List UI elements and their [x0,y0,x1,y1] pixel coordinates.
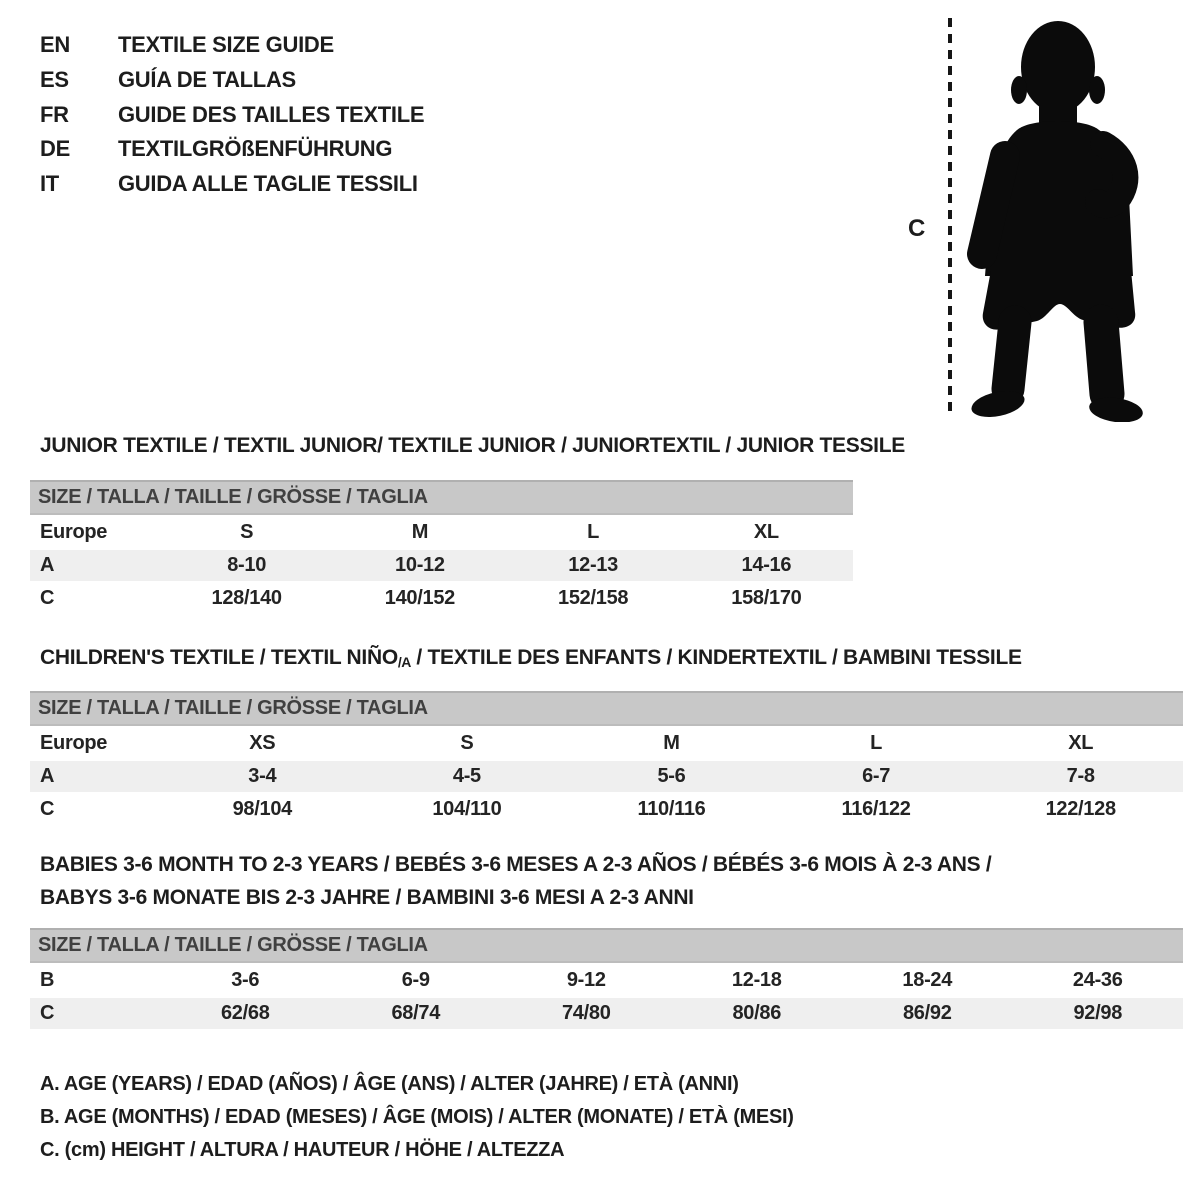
height-value: 86/92 [842,998,1013,1029]
language-title-list [40,28,424,202]
age-months-value: 9-12 [566,969,606,991]
children-size-table [30,691,1183,826]
age-value: 12-13 [507,550,680,581]
legend-line-c: C. (cm) HEIGHT / ALTURA / HAUTEUR / HÖHE / ALTEZZA [40,1139,565,1161]
age-value: 8-10 [160,550,333,581]
language-code: EN [40,32,70,57]
table-row [30,962,1183,998]
height-value: 116/122 [841,797,911,820]
age-value: 10-12 [333,550,506,581]
size-header: L [587,521,600,543]
babies-title-line2: BABYS 3-6 MONATE BIS 2-3 JAHRE / BAMBINI 3-6 MESI A 2-3 ANNI [40,886,694,909]
table-row [30,998,1183,1029]
height-value: 158/170 [731,586,802,609]
table-row [30,761,1183,792]
table-row [30,725,1183,761]
age-months-value: 6-9 [401,969,430,991]
height-value: 110/116 [637,797,706,820]
children-title-pre: CHILDREN'S TEXTILE / TEXTIL NIÑO [40,646,398,669]
age-value: 6-7 [774,761,979,792]
row-label: C [30,998,160,1029]
size-band-row [30,929,1183,962]
height-value: 80/86 [672,998,843,1029]
size-header: M [411,521,429,543]
size-band-row [30,481,853,514]
row-label: C [40,797,55,820]
height-value: 140/152 [384,586,455,609]
guide-title-es: GUÍA DE TALLAS [118,66,296,92]
table-row [30,550,853,581]
size-band-label: SIZE / TALLA / TAILLE / GRÖSSE / TAGLIA [30,481,853,514]
size-band-label: SIZE / TALLA / TAILLE / GRÖSSE / TAGLIA [30,692,1183,725]
size-header: S [240,521,254,543]
guide-title-de: TEXTILGRÖßENFÜHRUNG [118,136,393,162]
size-header: L [870,732,883,754]
age-value: 4-5 [365,761,570,792]
height-value: 74/80 [501,998,672,1029]
height-value: 104/110 [432,797,502,820]
height-value: 98/104 [232,797,292,820]
height-value: 122/128 [1045,797,1116,820]
language-code: IT [40,171,59,197]
age-value: 5-6 [569,761,774,792]
age-months-value: 12-18 [731,969,782,991]
height-value: 92/98 [1013,998,1184,1029]
children-section-title [40,646,1022,674]
size-header: XL [753,521,779,543]
size-header: S [460,732,474,754]
height-value: 152/158 [558,586,629,609]
language-code: DE [40,136,70,162]
children-title-sub: /A [397,654,411,670]
age-months-value: 3-6 [231,969,260,991]
age-value: 7-8 [978,761,1183,792]
babies-title-line1: BABIES 3-6 MONTH TO 2-3 YEARS / BEBÉS 3-6 MESES A 2-3 AÑOS / BÉBÉS 3-6 MOIS À 2-3 ANS / [40,853,992,876]
height-value: 62/68 [160,998,331,1029]
row-label: B [40,969,55,991]
junior-size-table [30,480,853,615]
language-row-de [40,132,424,167]
age-months-value: 18-24 [902,969,953,991]
height-value: 128/140 [211,586,282,609]
guide-title-fr: GUIDE DES TAILLES TEXTILE [118,101,425,127]
babies-section-title [40,848,991,914]
height-value: 68/74 [331,998,502,1029]
language-row-es [40,63,424,98]
size-band-label: SIZE / TALLA / TAILLE / GRÖSSE / TAGLIA [30,929,1183,962]
height-measure-label: C [908,215,926,242]
legend-line-b: B. AGE (MONTHS) / EDAD (MESES) / ÂGE (MOIS) / ALTER (MONATE) / ETÀ (MESI) [40,1106,794,1128]
children-title-post: / TEXTILE DES ENFANTS / KINDERTEXTIL / BAMBINI TESSILE [410,646,1022,669]
language-row-it [40,167,424,202]
toddler-silhouette-icon [955,14,1150,422]
size-header: XL [1068,732,1094,754]
size-band-row [30,692,1183,725]
age-months-value: 24-36 [1072,969,1123,991]
legend-line-a: A. AGE (YEARS) / EDAD (AÑOS) / ÂGE (ANS) / ALTER (JAHRE) / ETÀ (ANNI) [40,1073,739,1095]
language-row-en [40,28,424,63]
age-value: 3-4 [160,761,365,792]
age-value: 14-16 [680,550,853,581]
language-code: ES [40,66,69,92]
table-row [30,581,853,615]
table-row [30,792,1183,826]
row-label: A [30,550,160,581]
size-header: XS [249,732,276,754]
junior-section-title: JUNIOR TEXTILE / TEXTIL JUNIOR/ TEXTILE JUNIOR / JUNIORTEXTIL / JUNIOR TESSILE [40,434,905,457]
language-code: FR [40,101,69,127]
region-label: Europe [40,521,108,543]
guide-title-it: GUIDA ALLE TAGLIE TESSILI [118,171,418,197]
height-measure-dashed-line [948,18,952,416]
region-label: Europe [40,732,108,754]
table-row [30,514,853,550]
guide-title-en: TEXTILE SIZE GUIDE [118,32,334,57]
language-row-fr [40,98,424,133]
size-header: M [663,732,680,754]
measure-legend [40,1068,794,1167]
row-label: A [30,761,160,792]
babies-size-table [30,928,1183,1029]
row-label: C [40,586,55,609]
